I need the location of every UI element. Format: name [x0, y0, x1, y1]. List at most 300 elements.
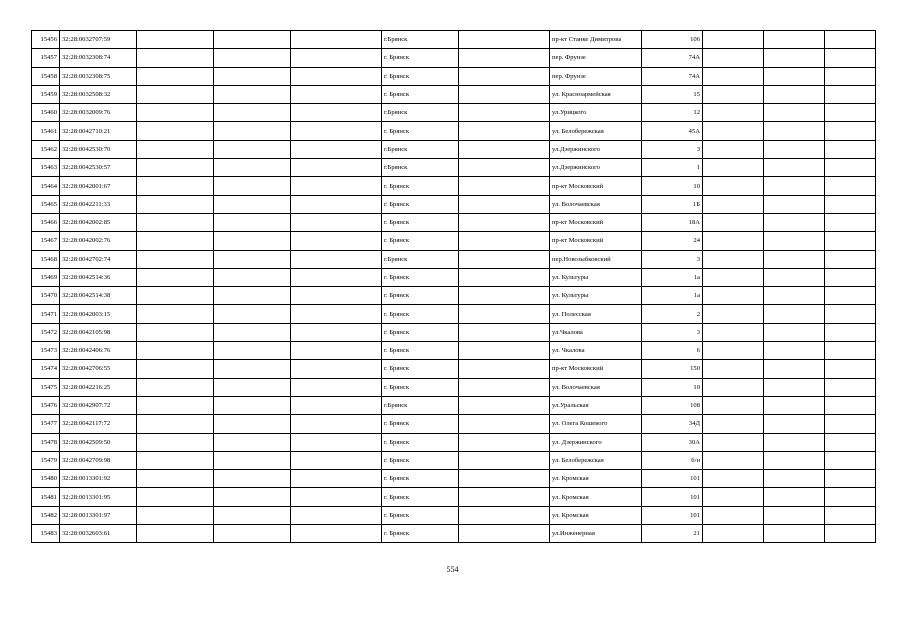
empty-cell: [137, 287, 214, 305]
empty-cell: [703, 213, 764, 231]
empty-cell: [291, 488, 382, 506]
cadastral-number-cell: 32:28:0042117:72: [60, 415, 137, 433]
row-number-cell: 15464: [32, 177, 60, 195]
house-number-cell: 108: [642, 396, 703, 414]
city-cell: г. Брянск: [382, 506, 459, 524]
row-number-cell: 15466: [32, 213, 60, 231]
row-number-cell: 15472: [32, 323, 60, 341]
empty-cell: [825, 525, 876, 543]
empty-cell: [459, 470, 550, 488]
table-row: [32, 67, 876, 85]
empty-cell: [137, 213, 214, 231]
empty-cell: [764, 67, 825, 85]
empty-cell: [825, 506, 876, 524]
table-row: [32, 360, 876, 378]
empty-cell: [825, 305, 876, 323]
empty-cell: [291, 159, 382, 177]
empty-cell: [214, 415, 291, 433]
empty-cell: [214, 104, 291, 122]
empty-cell: [825, 360, 876, 378]
row-number-cell: 15459: [32, 85, 60, 103]
row-number-cell: 15461: [32, 122, 60, 140]
cadastral-number-cell: 32:28:0042216:25: [60, 378, 137, 396]
row-number-cell: 15481: [32, 488, 60, 506]
empty-cell: [703, 195, 764, 213]
table-body: [32, 31, 876, 543]
empty-cell: [291, 433, 382, 451]
empty-cell: [459, 159, 550, 177]
street-cell: ул. Дзержинского: [550, 433, 642, 451]
empty-cell: [214, 525, 291, 543]
house-number-cell: 1а: [642, 268, 703, 286]
cadastral-number-cell: 32:28:0042702:74: [60, 250, 137, 268]
table-row: [32, 195, 876, 213]
empty-cell: [214, 177, 291, 195]
empty-cell: [825, 451, 876, 469]
cadastral-number-cell: 32:28:0042105:98: [60, 323, 137, 341]
cadastral-number-cell: 32:28:0042002:85: [60, 213, 137, 231]
row-number-cell: 15478: [32, 433, 60, 451]
empty-cell: [214, 323, 291, 341]
street-cell: пер. Фрунзе: [550, 49, 642, 67]
row-number-cell: 15470: [32, 287, 60, 305]
house-number-cell: 106: [642, 31, 703, 49]
street-cell: ул. Кромская: [550, 488, 642, 506]
empty-cell: [137, 31, 214, 49]
street-cell: ул. Полесская: [550, 305, 642, 323]
empty-cell: [214, 360, 291, 378]
row-number-cell: 15475: [32, 378, 60, 396]
empty-cell: [703, 85, 764, 103]
cadastral-number-cell: 32:28:0042514:38: [60, 287, 137, 305]
empty-cell: [137, 177, 214, 195]
house-number-cell: 10: [642, 177, 703, 195]
empty-cell: [825, 213, 876, 231]
empty-cell: [137, 378, 214, 396]
empty-cell: [764, 122, 825, 140]
cadastral-number-cell: 32:28:0042509:50: [60, 433, 137, 451]
empty-cell: [825, 488, 876, 506]
empty-cell: [291, 85, 382, 103]
table-row: [32, 232, 876, 250]
table-row: [32, 305, 876, 323]
empty-cell: [459, 67, 550, 85]
table-row: [32, 287, 876, 305]
empty-cell: [214, 433, 291, 451]
cadastral-number-cell: 32:28:0042710:21: [60, 122, 137, 140]
street-cell: ул. Олега Кошевого: [550, 415, 642, 433]
street-cell: пр-кт Московский: [550, 232, 642, 250]
empty-cell: [825, 433, 876, 451]
empty-cell: [291, 415, 382, 433]
street-cell: ул.Дзержинского: [550, 140, 642, 158]
house-number-cell: 2: [642, 305, 703, 323]
empty-cell: [137, 433, 214, 451]
empty-cell: [137, 195, 214, 213]
row-number-cell: 15471: [32, 305, 60, 323]
empty-cell: [459, 451, 550, 469]
empty-cell: [825, 140, 876, 158]
empty-cell: [703, 104, 764, 122]
street-cell: ул.Чкалова: [550, 323, 642, 341]
empty-cell: [137, 323, 214, 341]
row-number-cell: 15463: [32, 159, 60, 177]
city-cell: г. Брянск: [382, 213, 459, 231]
empty-cell: [291, 195, 382, 213]
empty-cell: [459, 268, 550, 286]
empty-cell: [764, 360, 825, 378]
empty-cell: [825, 268, 876, 286]
empty-cell: [291, 506, 382, 524]
empty-cell: [459, 305, 550, 323]
empty-cell: [825, 49, 876, 67]
house-number-cell: 34Д: [642, 415, 703, 433]
empty-cell: [825, 104, 876, 122]
empty-cell: [137, 85, 214, 103]
street-cell: пр-кт Станке Димитрова: [550, 31, 642, 49]
house-number-cell: 1а: [642, 287, 703, 305]
empty-cell: [825, 177, 876, 195]
street-cell: ул. Белобережская: [550, 451, 642, 469]
street-cell: ул. Культуры: [550, 268, 642, 286]
row-number-cell: 15482: [32, 506, 60, 524]
cadastral-number-cell: 32:28:0032508:32: [60, 85, 137, 103]
city-cell: г. Брянск: [382, 451, 459, 469]
row-number-cell: 15462: [32, 140, 60, 158]
cadastral-number-cell: 32:28:0032603:61: [60, 525, 137, 543]
empty-cell: [291, 140, 382, 158]
house-number-cell: 1: [642, 159, 703, 177]
house-number-cell: б/н: [642, 451, 703, 469]
street-cell: ул.Инженерная: [550, 525, 642, 543]
register-table: [31, 30, 876, 543]
city-cell: г. Брянск: [382, 342, 459, 360]
empty-cell: [214, 305, 291, 323]
empty-cell: [137, 396, 214, 414]
empty-cell: [137, 470, 214, 488]
house-number-cell: 101: [642, 488, 703, 506]
house-number-cell: 101: [642, 470, 703, 488]
empty-cell: [291, 451, 382, 469]
city-cell: г. Брянск: [382, 470, 459, 488]
empty-cell: [214, 268, 291, 286]
row-number-cell: 15473: [32, 342, 60, 360]
empty-cell: [459, 31, 550, 49]
empty-cell: [459, 342, 550, 360]
empty-cell: [703, 305, 764, 323]
empty-cell: [137, 140, 214, 158]
city-cell: г.Брянск: [382, 31, 459, 49]
street-cell: ул.Уральская: [550, 396, 642, 414]
empty-cell: [764, 250, 825, 268]
empty-cell: [137, 360, 214, 378]
row-number-cell: 15479: [32, 451, 60, 469]
city-cell: г. Брянск: [382, 323, 459, 341]
empty-cell: [459, 506, 550, 524]
city-cell: г. Брянск: [382, 415, 459, 433]
empty-cell: [291, 67, 382, 85]
empty-cell: [214, 250, 291, 268]
empty-cell: [764, 433, 825, 451]
cadastral-number-cell: 32:28:0042514:36: [60, 268, 137, 286]
row-number-cell: 15476: [32, 396, 60, 414]
cadastral-number-cell: 32:28:0013301:92: [60, 470, 137, 488]
city-cell: г.Брянск: [382, 250, 459, 268]
empty-cell: [137, 488, 214, 506]
house-number-cell: 101: [642, 506, 703, 524]
empty-cell: [214, 342, 291, 360]
empty-cell: [764, 213, 825, 231]
table-row: [32, 140, 876, 158]
cadastral-number-cell: 32:28:0032308:75: [60, 67, 137, 85]
empty-cell: [214, 232, 291, 250]
empty-cell: [703, 232, 764, 250]
table-row: [32, 415, 876, 433]
empty-cell: [764, 525, 825, 543]
empty-cell: [825, 159, 876, 177]
empty-cell: [459, 104, 550, 122]
empty-cell: [137, 305, 214, 323]
cadastral-number-cell: 32:28:0013301:97: [60, 506, 137, 524]
city-cell: г. Брянск: [382, 488, 459, 506]
empty-cell: [291, 232, 382, 250]
empty-cell: [825, 250, 876, 268]
empty-cell: [214, 122, 291, 140]
empty-cell: [825, 31, 876, 49]
empty-cell: [137, 49, 214, 67]
empty-cell: [459, 213, 550, 231]
house-number-cell: 3: [642, 140, 703, 158]
empty-cell: [703, 159, 764, 177]
empty-cell: [764, 378, 825, 396]
table-row: [32, 177, 876, 195]
empty-cell: [703, 378, 764, 396]
city-cell: г. Брянск: [382, 287, 459, 305]
street-cell: ул. Волочаевская: [550, 378, 642, 396]
empty-cell: [137, 451, 214, 469]
row-number-cell: 15483: [32, 525, 60, 543]
empty-cell: [137, 67, 214, 85]
empty-cell: [703, 525, 764, 543]
empty-cell: [137, 159, 214, 177]
table-row: [32, 268, 876, 286]
city-cell: г. Брянск: [382, 433, 459, 451]
street-cell: ул.Дзержинского: [550, 159, 642, 177]
empty-cell: [459, 122, 550, 140]
empty-cell: [214, 378, 291, 396]
empty-cell: [459, 323, 550, 341]
city-cell: г. Брянск: [382, 268, 459, 286]
empty-cell: [214, 451, 291, 469]
empty-cell: [703, 470, 764, 488]
empty-cell: [459, 177, 550, 195]
empty-cell: [825, 396, 876, 414]
table-row: [32, 451, 876, 469]
empty-cell: [214, 506, 291, 524]
empty-cell: [825, 195, 876, 213]
city-cell: г. Брянск: [382, 49, 459, 67]
empty-cell: [764, 85, 825, 103]
empty-cell: [764, 232, 825, 250]
page-number: 554: [446, 565, 459, 574]
table-row: [32, 159, 876, 177]
table-row: [32, 213, 876, 231]
empty-cell: [291, 104, 382, 122]
house-number-cell: 150: [642, 360, 703, 378]
table-row: [32, 250, 876, 268]
table-row: [32, 85, 876, 103]
city-cell: г. Брянск: [382, 378, 459, 396]
empty-cell: [459, 232, 550, 250]
street-cell: ул.Урицкого: [550, 104, 642, 122]
street-cell: пр-кт Московский: [550, 213, 642, 231]
row-number-cell: 15469: [32, 268, 60, 286]
empty-cell: [764, 31, 825, 49]
empty-cell: [764, 506, 825, 524]
empty-cell: [291, 525, 382, 543]
empty-cell: [291, 213, 382, 231]
empty-cell: [825, 232, 876, 250]
house-number-cell: 74А: [642, 67, 703, 85]
empty-cell: [764, 287, 825, 305]
row-number-cell: 15458: [32, 67, 60, 85]
cadastral-number-cell: 32:28:0042003:15: [60, 305, 137, 323]
city-cell: г. Брянск: [382, 525, 459, 543]
empty-cell: [703, 67, 764, 85]
empty-cell: [703, 31, 764, 49]
cadastral-number-cell: 32:28:0032707:59: [60, 31, 137, 49]
table-row: [32, 433, 876, 451]
empty-cell: [137, 250, 214, 268]
empty-cell: [764, 159, 825, 177]
empty-cell: [764, 195, 825, 213]
empty-cell: [291, 250, 382, 268]
row-number-cell: 15468: [32, 250, 60, 268]
empty-cell: [825, 470, 876, 488]
empty-cell: [291, 360, 382, 378]
table-row: [32, 506, 876, 524]
empty-cell: [703, 360, 764, 378]
city-cell: г. Брянск: [382, 195, 459, 213]
row-number-cell: 15474: [32, 360, 60, 378]
empty-cell: [764, 342, 825, 360]
empty-cell: [214, 49, 291, 67]
empty-cell: [459, 378, 550, 396]
empty-cell: [459, 250, 550, 268]
empty-cell: [703, 122, 764, 140]
street-cell: ул. Кромская: [550, 470, 642, 488]
empty-cell: [214, 213, 291, 231]
cadastral-number-cell: 32:28:0042709:98: [60, 451, 137, 469]
city-cell: г. Брянск: [382, 67, 459, 85]
city-cell: г. Брянск: [382, 122, 459, 140]
house-number-cell: 3: [642, 323, 703, 341]
street-cell: ул. Кромская: [550, 506, 642, 524]
house-number-cell: 30А: [642, 433, 703, 451]
empty-cell: [703, 415, 764, 433]
empty-cell: [825, 415, 876, 433]
empty-cell: [764, 470, 825, 488]
empty-cell: [291, 323, 382, 341]
empty-cell: [825, 122, 876, 140]
row-number-cell: 15477: [32, 415, 60, 433]
empty-cell: [703, 140, 764, 158]
empty-cell: [214, 488, 291, 506]
empty-cell: [703, 268, 764, 286]
table-row: [32, 342, 876, 360]
row-number-cell: 15456: [32, 31, 60, 49]
empty-cell: [291, 396, 382, 414]
house-number-cell: 21: [642, 525, 703, 543]
city-cell: г. Брянск: [382, 360, 459, 378]
empty-cell: [214, 85, 291, 103]
city-cell: г.Брянск: [382, 159, 459, 177]
city-cell: г. Брянск: [382, 305, 459, 323]
table-row: [32, 488, 876, 506]
cadastral-number-cell: 32:28:0042706:55: [60, 360, 137, 378]
empty-cell: [764, 104, 825, 122]
house-number-cell: 15: [642, 85, 703, 103]
house-number-cell: 6: [642, 342, 703, 360]
empty-cell: [459, 488, 550, 506]
city-cell: г. Брянск: [382, 85, 459, 103]
house-number-cell: 74А: [642, 49, 703, 67]
city-cell: г. Брянск: [382, 232, 459, 250]
empty-cell: [214, 159, 291, 177]
house-number-cell: 10: [642, 378, 703, 396]
table-row: [32, 104, 876, 122]
empty-cell: [459, 525, 550, 543]
empty-cell: [459, 195, 550, 213]
cadastral-number-cell: 32:28:0032308:74: [60, 49, 137, 67]
empty-cell: [459, 433, 550, 451]
empty-cell: [459, 360, 550, 378]
empty-cell: [137, 268, 214, 286]
empty-cell: [703, 396, 764, 414]
empty-cell: [825, 323, 876, 341]
row-number-cell: 15467: [32, 232, 60, 250]
empty-cell: [214, 470, 291, 488]
empty-cell: [764, 488, 825, 506]
house-number-cell: 24: [642, 232, 703, 250]
house-number-cell: 12: [642, 104, 703, 122]
empty-cell: [214, 195, 291, 213]
empty-cell: [764, 268, 825, 286]
empty-cell: [764, 415, 825, 433]
house-number-cell: 18А: [642, 213, 703, 231]
empty-cell: [291, 342, 382, 360]
cadastral-number-cell: 32:28:0042211:33: [60, 195, 137, 213]
empty-cell: [137, 415, 214, 433]
empty-cell: [764, 140, 825, 158]
empty-cell: [137, 122, 214, 140]
empty-cell: [764, 305, 825, 323]
empty-cell: [459, 396, 550, 414]
city-cell: г. Брянск: [382, 177, 459, 195]
empty-cell: [291, 177, 382, 195]
empty-cell: [825, 378, 876, 396]
empty-cell: [703, 287, 764, 305]
empty-cell: [764, 451, 825, 469]
cadastral-number-cell: 32:28:0042907:72: [60, 396, 137, 414]
empty-cell: [291, 122, 382, 140]
empty-cell: [703, 177, 764, 195]
empty-cell: [764, 323, 825, 341]
empty-cell: [764, 396, 825, 414]
table-row: [32, 122, 876, 140]
empty-cell: [703, 488, 764, 506]
cadastral-number-cell: 32:28:0042002:76: [60, 232, 137, 250]
